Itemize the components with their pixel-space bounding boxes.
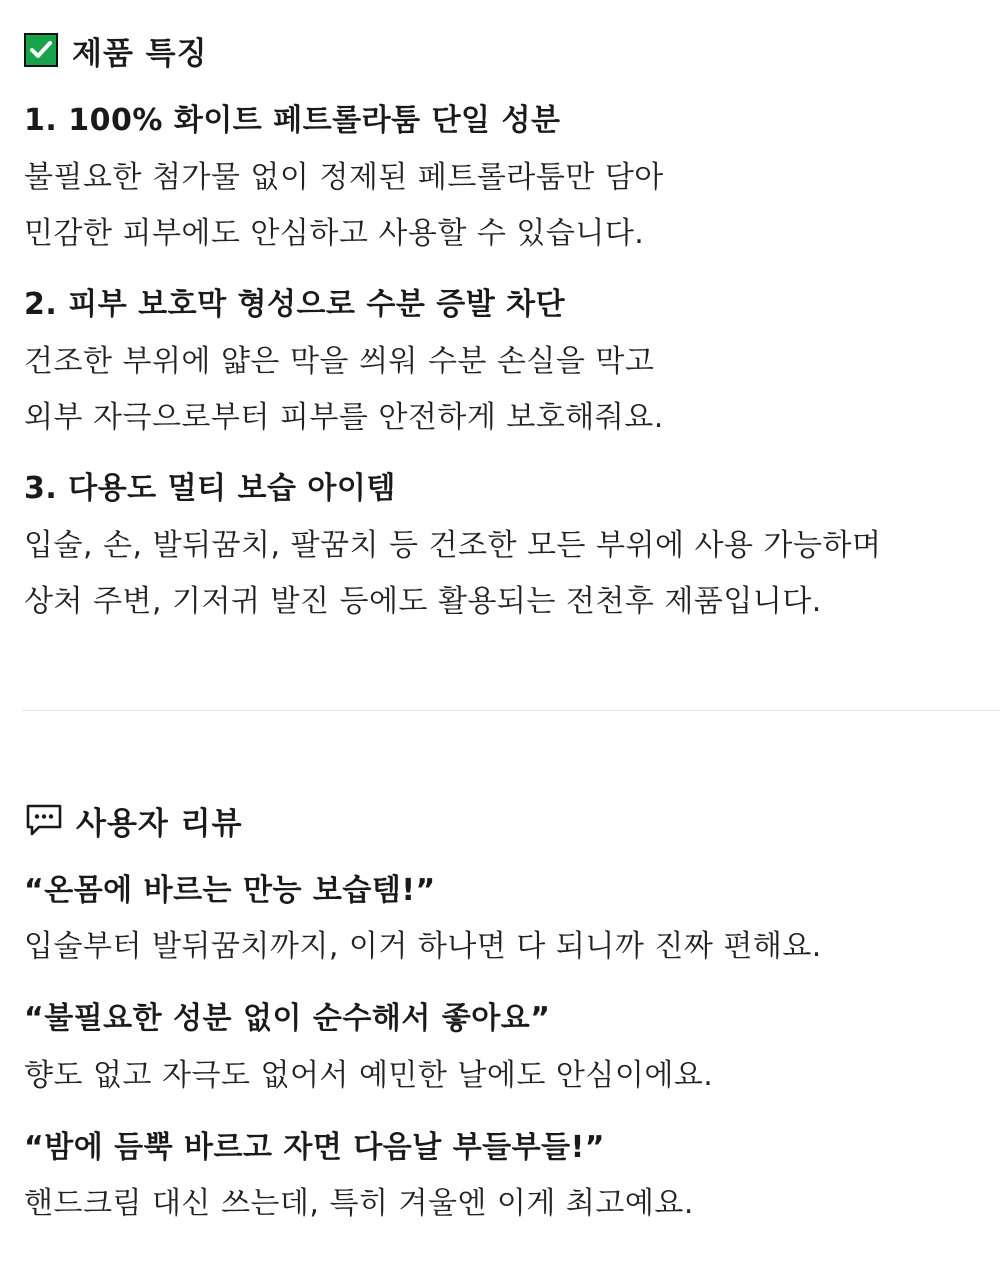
reviews-header xyxy=(24,800,243,840)
features-title: 제품 특징 xyxy=(72,35,208,72)
feature-2-line-2: 외부 자극으로부터 피부를 안전하게 보호해줘요. xyxy=(24,400,664,435)
review-1-quote: “온몸에 바르는 만능 보습템!” xyxy=(24,873,436,908)
review-2-text: 향도 없고 자극도 없어서 예민한 날에도 안심이에요. xyxy=(24,1058,714,1093)
review-3-quote: “밤에 듬뿍 바르고 자면 다음날 부들부들!” xyxy=(24,1130,606,1165)
feature-2-line-1: 건조한 부위에 얇은 막을 씌워 수분 손실을 막고 xyxy=(24,344,655,379)
feature-1-heading: 1. 100% 화이트 페트롤라툼 단일 성분 xyxy=(24,103,561,138)
reviews-title: 사용자 리뷰 xyxy=(76,805,243,842)
check-mark-icon xyxy=(24,33,58,67)
section-divider xyxy=(22,710,1000,711)
review-2-quote: “불필요한 성분 없이 순수해서 좋아요” xyxy=(24,1001,551,1036)
feature-1-line-2: 민감한 피부에도 안심하고 사용할 수 있습니다. xyxy=(24,216,645,251)
features-header xyxy=(24,30,208,70)
feature-3-line-2: 상처 주변, 기저귀 발진 등에도 활용되는 전천후 제품입니다. xyxy=(24,584,822,619)
feature-1-line-1: 불필요한 첨가물 없이 정제된 페트롤라툼만 담아 xyxy=(24,160,664,195)
review-1-text: 입술부터 발뒤꿈치까지, 이거 하나면 다 되니까 진짜 편해요. xyxy=(24,929,822,964)
feature-3-line-1: 입술, 손, 발뒤꿈치, 팔꿈치 등 건조한 모든 부위에 사용 가능하며 xyxy=(24,528,882,563)
speech-bubble-icon xyxy=(24,802,64,838)
review-3-text: 핸드크림 대신 쓰는데, 특히 겨울엔 이게 최고예요. xyxy=(24,1186,694,1221)
feature-2-heading: 2. 피부 보호막 형성으로 수분 증발 차단 xyxy=(24,287,566,322)
feature-3-heading: 3. 다용도 멀티 보습 아이템 xyxy=(24,471,396,506)
